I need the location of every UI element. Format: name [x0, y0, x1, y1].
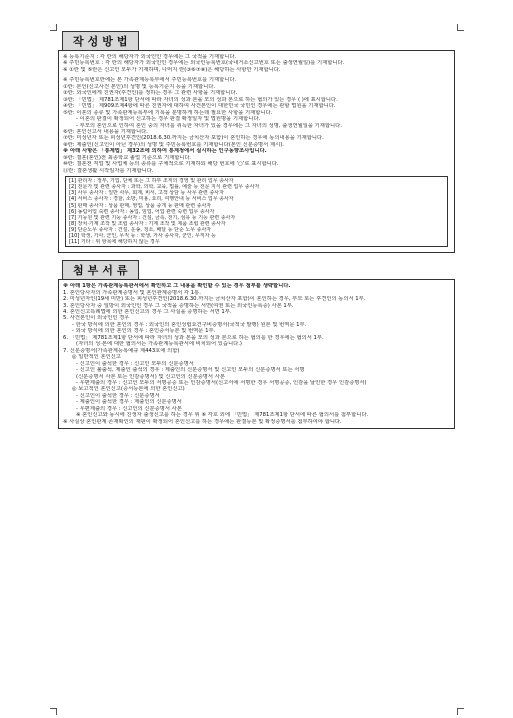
instruction-line: ⑨란: 결혼(혼인)전 최종학교 졸업 기준으로 기재합니다.: [63, 154, 192, 161]
instruction-line: ⑧란: 제출인(신고인이 아닌 경우)의 성명 및 주민등록번호를 기재합니다(본인 신분증명서 제시).: [63, 141, 284, 148]
attachment-line: - 외국 방식에 의한 혼인의 경우 : 혼인증서등본 및 번역문 1부.: [72, 328, 216, 335]
attachments-section: [58, 279, 455, 429]
legend-line: [4] 서비스 종사자 : 경찰, 소방, 미용, 요리, 여행안내 등 서비스 업무 종사자: [69, 196, 234, 203]
legend-line: [2] 전문가 및 관련 종사자 : 과학, 의학, 교육, 법률, 예술 등 전문 지식 관련 업무 종사자: [69, 184, 260, 191]
attachment-line: - 우편제출의 경우 : 신고인 모두의 서명공증 또는 인감증명서(신고서에 서명한 경우 서명공증, 인감을 날인한 경우 인감증명서): [76, 379, 367, 386]
instruction-line: ※ 주민등록번호란에는 본 가족관계등록부에서 주민등록번호를 기재합니다.: [63, 77, 237, 84]
legend-line: [11] 기타 : 위 항목에 해당하지 않는 경우: [69, 239, 160, 246]
instruction-line: ④란: 「민법」 제909조제4항에 따른 친권자에 대하여 사건본인이 대한민국 국민인 경우에는 관할 법원을 기재합니다.: [63, 103, 336, 110]
writing-method-section: [58, 50, 455, 253]
instruction-line: ⑤란: 이혼의 종류 및 가족관계등록부에 기록을 분명하게 하는데 필요한 사항을 기재합니다.: [63, 109, 273, 116]
occupation-legend-box: [65, 176, 448, 247]
attachment-line: (신분증명서 사본 또는 인감증명서) 및 신고인의 신분증명서 사본: [76, 373, 225, 380]
instruction-line: ①란: 본인(신고사건 본인)의 성명 및 등록기준지 등을 기재합니다.: [63, 83, 216, 90]
legend-line: [3] 사무 종사자 : 일반 사무, 회계, 비서, 고객 상담 등 사무 관련 종사자: [69, 190, 224, 197]
instruction-line: ⑦란: 미성년자 또는 피성년후견인(2018.6.30.까지는 금치산자 포함)이 혼인하는 경우에 동의내용을 기재합니다.: [63, 135, 324, 142]
instruction-line: ※ 아래 사항은 「통계법」 제32조에 의하여 통계청에서 실시하는 인구동향조사입니다.: [63, 148, 267, 155]
attachments-lines: [63, 283, 450, 425]
instruction-line: ※ 주민등록번호 : 각 란의 해당자가 외국인인 경우에는 외국인등록번호(국내거소신고번호 또는 출생연월일)를 기재합니다.: [63, 60, 345, 67]
crop-mark-top-right: [457, 24, 464, 31]
crop-mark-top-left: [50, 24, 57, 31]
attachment-line: 6. 「민법」 제781조제1항 단서에 따라 자녀의 성과 본을 모의 성과 본으로 하는 협의를 한 경우에는 협의서 1부.: [63, 334, 324, 341]
instruction-line: ⑪란: 결혼생활 시작일자를 기재합니다.: [63, 167, 154, 174]
legend-line: [7] 기능원 및 관련 기능 종사자 : 건설, 금속, 전기, 섬유 등 기능 관련 종사자: [69, 214, 236, 221]
attachment-line: 2. 미성년자인(19세 미만) 또는 피성년후견인(2018.6.30.까지는 금치산자 포함)이 혼인하는 경우, 부모 또는 후견인의 동의서 1부.: [63, 296, 366, 303]
attachment-line: 5. 사건본인이 외국인인 경우: [63, 315, 130, 322]
legend-line: [9] 단순노무 종사자 : 건설, 운송, 청소, 배달 등 단순 노무 종사자: [69, 226, 212, 233]
instruction-line: ※ ①란 및 ⑤란은 신고인 모두가 기재하며, 나머지 란(③⑥⑦⑧)은 해당하는 사항만 기재합니다.: [63, 66, 281, 73]
crop-mark-bottom-right: [457, 708, 464, 715]
instruction-line: ③란: 「민법」 제781조제1항 단서에 따라 자녀의 성과 본을 모의 성과 본으로 하는 협의가 있는 경우 ( )에 표시합니다.: [63, 96, 338, 103]
attachment-line: (자녀의 성·본에 대한 협의서는 가족관계등록관서에 비치되어 있습니다.): [76, 341, 242, 348]
instruction-line: - 부모의 혼인으로 인하여 혼인 중의 자녀를 취득한 자녀가 있을 경우에는 그 자녀의 성명, 출생연월일을 기재합니다.: [76, 122, 342, 129]
attachment-line: 1. 혼인당사자의 가족관계증명서 및 혼인관계증명서 각 1통.: [63, 289, 201, 296]
attachment-line: ※ 혼인신고와 동시에 친생자 출생신고를 하는 경우 위 ⑥ 각호 외에 「민법」 제781조제1항 단서에 따른 협의서를 첨부합니다.: [76, 412, 369, 419]
writing-method-header: 작성방법: [62, 31, 139, 51]
attachment-line: - 신고인이 출석한 경우 : 신고인 모두의 신분증명서: [76, 360, 194, 367]
legend-line: [6] 농림어업 숙련 종사자 : 농업, 임업, 어업 관련 숙련 업무 종사자: [69, 208, 215, 215]
legend-line: [5] 판매 종사자 : 상품 판매, 영업, 상품 중개 등 판매 관련 종사자: [69, 202, 212, 209]
legend-line: [10] 학생, 가사, 군인, 무직 등 : 학생, 가사 종사자, 군인, 무직자 등: [69, 233, 216, 239]
attachment-line: - 제출인이 출석한 경우 : 제출인의 신분증명서: [76, 399, 182, 406]
attachment-line: - 우편제출의 경우 : 신고인의 신분증명서 사본: [76, 405, 182, 412]
writing-method-lines: [63, 54, 450, 174]
attachment-line: ※ 아래 1항은 가족관계등록관서에서 확인하고 그 내용을 확인할 수 있는 경우 첨부를 생략합니다.: [63, 283, 291, 290]
attachment-line: 3. 혼인당사자 중 일방이 외국인인 경우 그 국적을 증명하는 서면(여권 또는 외국인등록증) 사본 1부.: [63, 302, 294, 309]
instruction-line: ②란: 외국인에게 친권자(후견인)를 정하는 경우 그 관련 사항을 기재합니다.: [63, 90, 238, 97]
attachment-line: - 한국 방식에 의한 혼인의 경우 : 외국인의 혼인성립요건구비증명서(국적국 발행) 원본 및 번역문 1부.: [72, 321, 307, 328]
legend-line: [8] 장치·기계 조작 및 조립 종사자 : 기계 조작 및 제품 조립 관련 종사자: [69, 220, 226, 227]
attachments-header: 첨부서류: [62, 260, 139, 280]
instruction-line: ※ 등록기준지 : 각 란의 해당자가 외국인인 경우에는 그 국적을 기재합니다.: [63, 54, 237, 60]
attachment-line: 7. 신분증명서(가족관계등록예규 제443호에 의함): [63, 347, 180, 354]
attachment-line: ◎ 보고적인 혼인신고(증서등본에 의한 혼인신고): [72, 386, 185, 393]
crop-mark-bottom-left: [50, 708, 57, 715]
instruction-line: ⑥란: 혼인신고서 내용을 기재합니다.: [63, 128, 148, 135]
attachment-line: - 신고인 불출석, 제출인 출석의 경우 : 제출인의 신분증명서 및 신고인 모두의 신분증명서 또는 서명: [76, 367, 305, 374]
attachment-line: 4. 혼인신고특례법에 의한 혼인신고의 경우 그 사실을 증명하는 서면 1부.: [63, 309, 232, 315]
form-page: [58, 30, 455, 710]
attachment-line: ◎ 일반적인 혼인신고: [72, 354, 121, 361]
occupation-legend-lines: [69, 178, 444, 245]
instruction-line: - 이혼의 판결이 확정되어 신고하는 경우 판결 확정일자 및 법원명을 기재합니다.: [76, 116, 261, 123]
legend-line: [1] 관리자 : 정부, 기업, 단체 또는 그 하부 조직의 경영 및 관리 업무 종사자: [69, 178, 234, 185]
attachment-line: ※ 사실상 혼인관계 존재확인의 재판이 확정되어 혼인신고를 하는 경우에는 판결등본 및 확정증명서를 첨부하여야 합니다.: [63, 418, 342, 425]
instruction-line: ⑩란: 결혼전 직업 및 사업체 등의 종류를 구체적으로 기재하되 해당 번호에 ‘○’로 표시합니다.: [63, 161, 279, 168]
attachment-line: - 신고인이 출석한 경우 : 신분증명서: [76, 392, 160, 399]
